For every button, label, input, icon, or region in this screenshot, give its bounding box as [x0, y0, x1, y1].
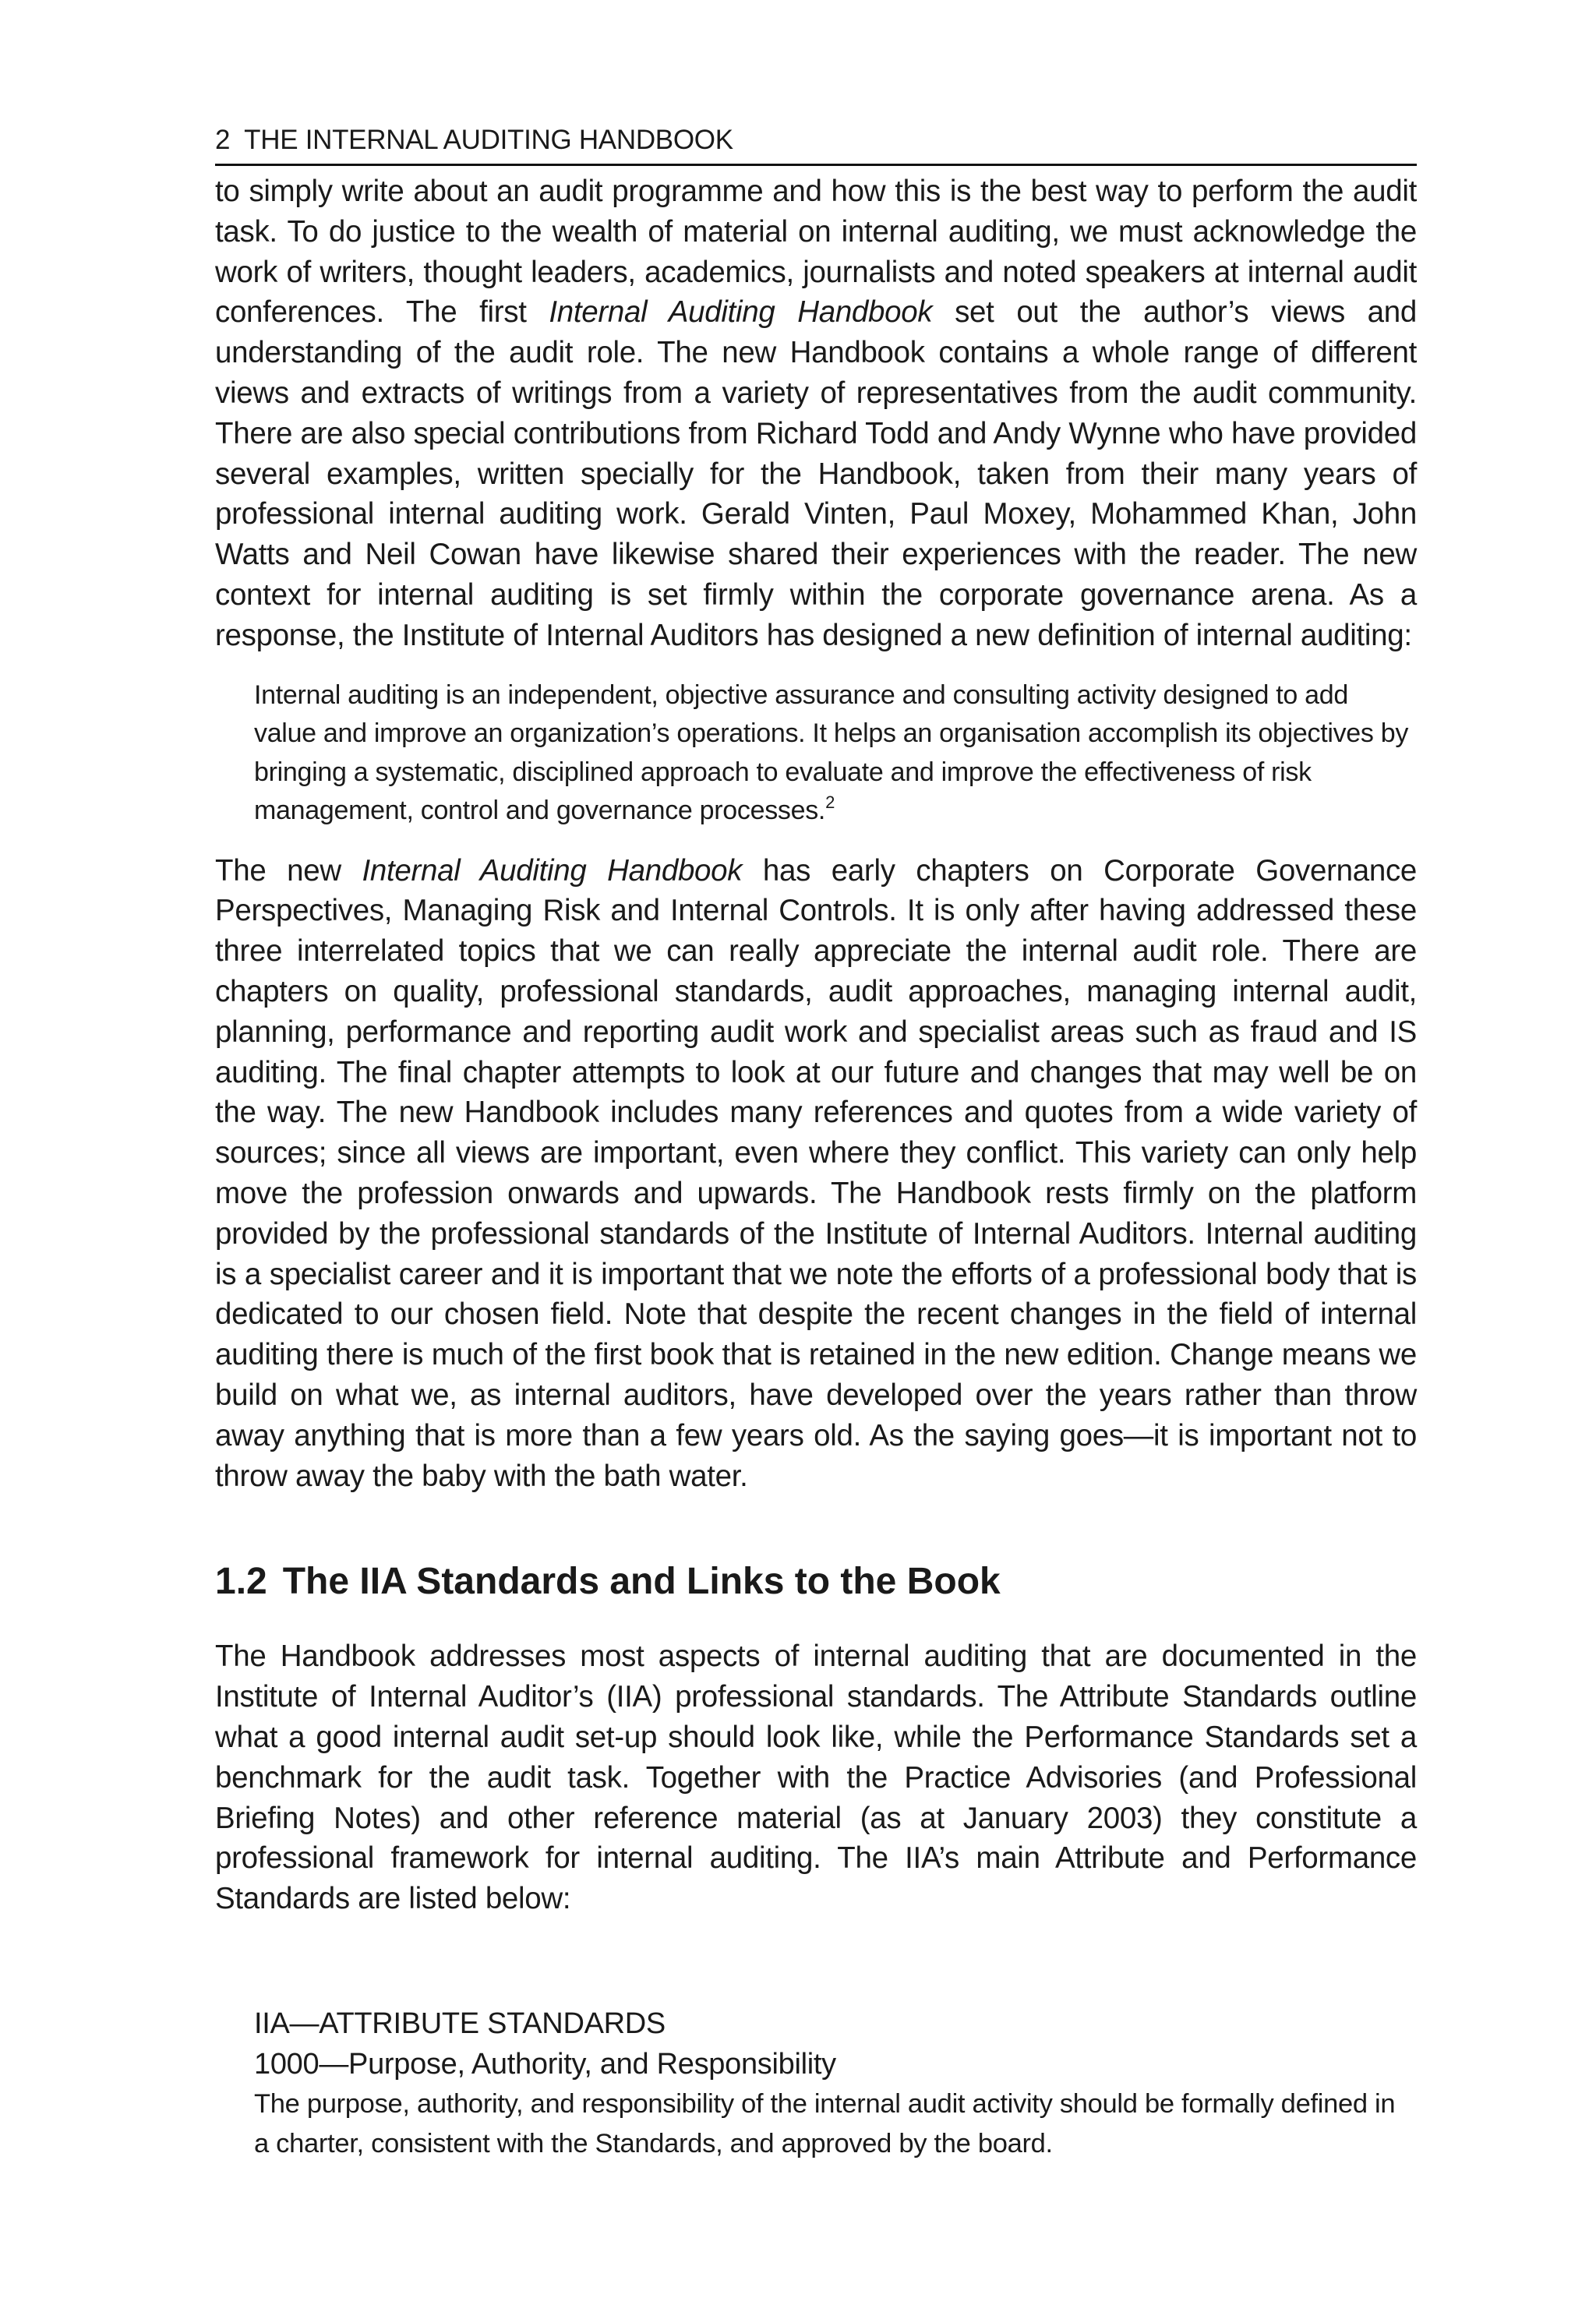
running-title: THE INTERNAL AUDITING HANDBOOK: [244, 125, 733, 155]
paragraph-text: The new: [215, 853, 362, 888]
quote-text: Internal auditing is an independent, objective assurance and consulting activity designed to add value and improve an organization’s operations. It helps an organisation accomplish its objectives by bringing a systematic, disciplined approach to evaluate and improve the effectiveness of risk management, control and governance processes.: [254, 679, 1409, 826]
standard-item-title: 1000—Purpose, Authority, and Responsibility: [254, 2047, 836, 2081]
paragraph-text: has early chapters on Corporate Governance Perspectives, Managing Risk and Internal Controls. It is only after having addressed these three interrelated topics that we can really appreciate the internal audit role. There are chapters on quality, professional standards, audit approaches, managing internal audit, planning, performance and reporting audit work and specialist areas such as fraud and IS auditing. The final chapter attempts to look at our future and changes that may well be on the way. The new Handbook includes many references and quotes from a wide variety of sources; since all views are important, even where they conflict. This variety can only help move the profession onwards and upwards. The Handbook rests firmly on the platform provided by the professional standards of the Institute of Internal Auditors. Internal auditing is a specialist career and it is important that we note the efforts of a professional body that is dedicated to our chosen field. Note that despite the recent changes in the field of internal auditing there is much of the first book that is retained in the new edition. Change means we build on what we, as internal auditors, have developed over the years rather than throw away anything that is more than a few years old. As the saying goes—it is important not to throw away the baby with the bath water.: [215, 853, 1418, 1493]
footnote-marker: 2: [825, 792, 835, 813]
section-title: The IIA Standards and Links to the Book: [282, 1561, 1001, 1603]
book-page: [215, 117, 1417, 2164]
page-number: 2: [215, 125, 231, 155]
attribute-standards-block: [254, 2003, 1417, 2164]
paragraph-text: to simply write about an audit programme and how this is the best way to perform the audit task. To do justice to the wealth of material on internal auditing, we must acknowledge the work of writers, thought leaders, academics, journalists and noted speakers at internal audit conferences. The first: [215, 175, 1417, 330]
section-heading: [215, 1558, 1417, 1605]
book-title-italic: Internal Auditing Handbook: [549, 295, 933, 330]
standard-item-text: The purpose, authority, and responsibility of the internal audit activity should be formally defined in a charter, consistent with the Standards, and approved by the board.: [254, 2088, 1396, 2158]
body-paragraph-3: The Handbook addresses most aspects of internal auditing that are documented in the Institute of Internal Auditor’s (IIA) professional standards. The Attribute Standards outline what a good internal audit set-up should look like, while the Performance Standards set a benchmark for the audit task. Together with the Practice Advisories (and Professional Briefing Notes) and other reference material (as at January 2003) they constitute a professional framework for internal auditing. The IIA’s main Attribute and Performance Standards are listed below:: [215, 1640, 1417, 1916]
body-paragraph-1: [215, 171, 1417, 656]
body-paragraph-2: [215, 851, 1417, 1497]
paragraph-text: set out the author’s views and understanding of the audit role. The new Handbook contains a whole range of different views and extracts of writings from a variety of representatives from the audit community. There are also special contributions from Richard Todd and Andy Wynne who have provided several examples, written specially for the Handbook, taken from their many years of professional internal auditing work. Gerald Vinten, Paul Moxey, Mohammed Khan, John Watts and Neil Cowan have likewise shared their experiences with the reader. The new context for internal auditing is set firmly within the corporate governance arena. As a response, the Institute of Internal Auditors has designed a new definition of internal auditing:: [215, 295, 1418, 652]
section-number: 1.2: [215, 1561, 267, 1603]
book-title-italic: Internal Auditing Handbook: [362, 853, 743, 888]
definition-quote: [254, 676, 1417, 831]
standards-heading: IIA—ATTRIBUTE STANDARDS: [254, 2007, 666, 2040]
running-header: [215, 117, 1417, 166]
